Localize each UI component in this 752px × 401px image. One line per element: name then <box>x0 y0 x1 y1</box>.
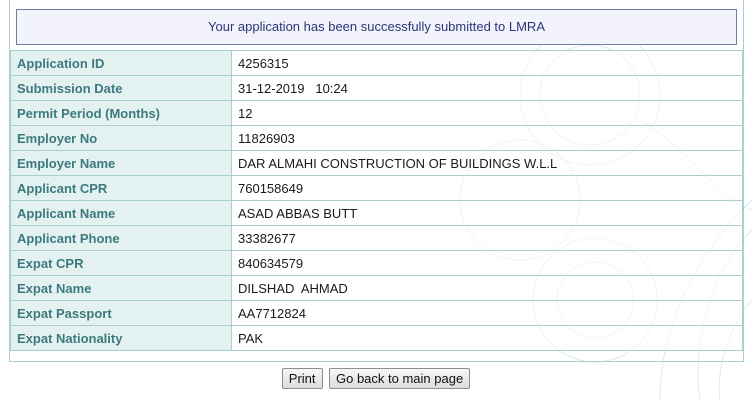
applicant-phone-text: 33382677 <box>238 230 296 246</box>
submission-date-value <box>232 76 743 101</box>
applicant-phone-label: Applicant Phone <box>11 226 232 251</box>
applicant-name-label: Applicant Name <box>11 201 232 226</box>
expat-cpr-text: 840634579 <box>238 255 304 271</box>
expat-nationality-value <box>232 326 743 351</box>
table-row <box>11 276 743 301</box>
permit-period-label: Permit Period (Months) <box>11 101 232 126</box>
submission-date-text: 31-12-2019 10:24 <box>238 80 348 96</box>
permit-period-value <box>232 101 743 126</box>
application-details-table <box>10 50 743 351</box>
applicant-cpr-text: 760158649 <box>238 180 304 196</box>
table-row <box>11 176 743 201</box>
permit-period-text: 12 <box>238 105 253 121</box>
applicant-name-text: ASAD ABBAS BUTT <box>238 205 358 221</box>
expat-passport-text: AA7712824 <box>238 305 306 321</box>
back-to-main-button[interactable]: Go back to main page <box>329 368 470 389</box>
employer-name-text: DAR ALMAHI CONSTRUCTION OF BUILDINGS W.L.L <box>238 155 558 171</box>
confirmation-panel <box>9 0 744 362</box>
table-row <box>11 151 743 176</box>
employer-name-value <box>232 151 743 176</box>
expat-name-value <box>232 276 743 301</box>
table-row <box>11 126 743 151</box>
action-buttons <box>0 368 752 390</box>
table-row <box>11 326 743 351</box>
applicant-name-value <box>232 201 743 226</box>
success-message: Your application has been successfully submitted to LMRA <box>16 9 737 45</box>
applicant-cpr-value <box>232 176 743 201</box>
employer-no-label: Employer No <box>11 126 232 151</box>
table-row <box>11 76 743 101</box>
applicant-phone-value <box>232 226 743 251</box>
expat-passport-label: Expat Passport <box>11 301 232 326</box>
table-row <box>11 226 743 251</box>
expat-passport-value <box>232 301 743 326</box>
expat-name-label: Expat Name <box>11 276 232 301</box>
table-row <box>11 251 743 276</box>
employer-name-label: Employer Name <box>11 151 232 176</box>
expat-name-text: DILSHAD AHMAD <box>238 280 348 296</box>
submission-date-label: Submission Date <box>11 76 232 101</box>
table-row <box>11 51 743 76</box>
table-row <box>11 301 743 326</box>
expat-cpr-value <box>232 251 743 276</box>
application-id-label: Application ID <box>11 51 232 76</box>
employer-no-text: 11826903 <box>238 130 295 146</box>
print-button[interactable]: Print <box>282 368 323 389</box>
expat-nationality-text: PAK <box>238 330 264 346</box>
application-id-value <box>232 51 743 76</box>
employer-no-value <box>232 126 743 151</box>
application-id-text: 4256315 <box>238 55 289 71</box>
table-row <box>11 201 743 226</box>
expat-cpr-label: Expat CPR <box>11 251 232 276</box>
expat-nationality-label: Expat Nationality <box>11 326 232 351</box>
table-row <box>11 101 743 126</box>
applicant-cpr-label: Applicant CPR <box>11 176 232 201</box>
